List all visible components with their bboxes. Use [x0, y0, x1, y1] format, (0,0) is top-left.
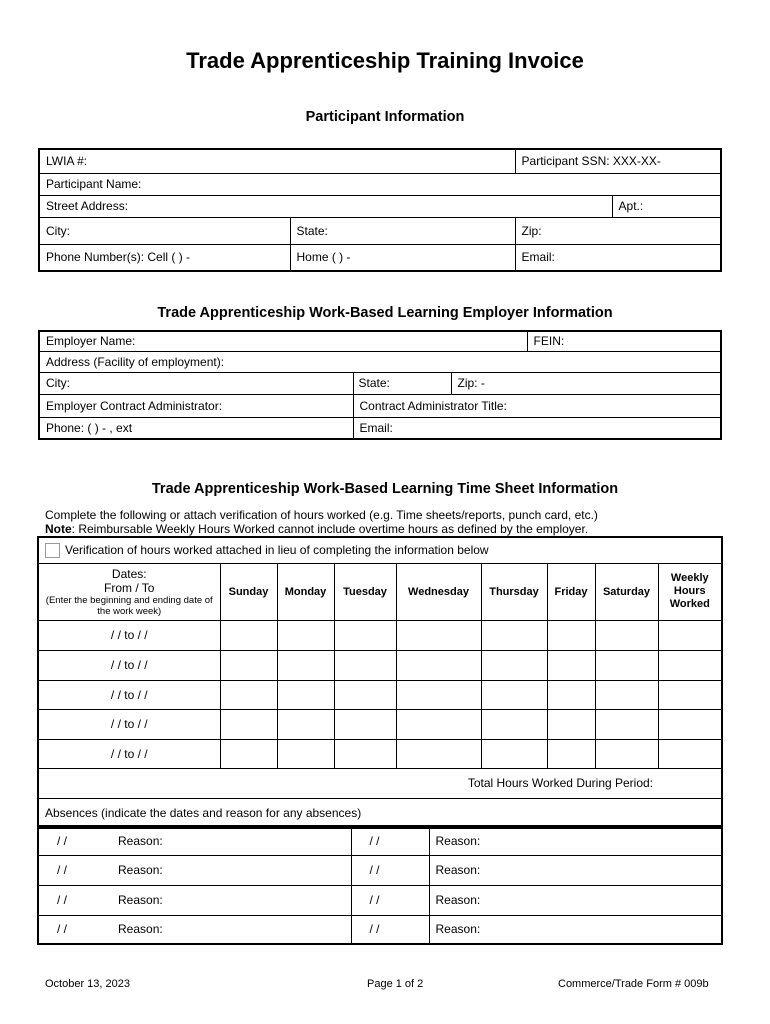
- footer-date: October 13, 2023: [45, 978, 131, 990]
- hours-cell[interactable]: [481, 709, 547, 739]
- hours-cell[interactable]: [595, 680, 658, 709]
- table-row: [38, 650, 722, 680]
- hours-cell[interactable]: [595, 620, 658, 650]
- hours-cell[interactable]: [547, 739, 595, 768]
- street-address-field[interactable]: Street Address:: [39, 195, 612, 217]
- absence-row: [38, 885, 722, 915]
- employer-state-field[interactable]: State:: [354, 373, 452, 394]
- absence-reason[interactable]: Reason:: [112, 826, 351, 855]
- absence-date[interactable]: / /: [38, 826, 112, 855]
- hours-cell[interactable]: [396, 620, 481, 650]
- timesheet-note: [45, 522, 588, 536]
- weekly-hours-cell[interactable]: [658, 709, 722, 739]
- absence-date[interactable]: / /: [351, 915, 429, 944]
- header-monday: Monday: [277, 563, 334, 620]
- lwia-field[interactable]: LWIA #:: [39, 149, 515, 173]
- date-range-cell[interactable]: / / to / /: [38, 709, 220, 739]
- employer-phone-field[interactable]: Phone: ( ) - , ext: [39, 417, 353, 439]
- zip-field[interactable]: Zip:: [515, 217, 721, 244]
- absence-reason[interactable]: Reason:: [112, 885, 351, 915]
- hours-cell[interactable]: [277, 680, 334, 709]
- hours-cell[interactable]: [220, 680, 277, 709]
- employer-state-zip-cell: [353, 372, 721, 394]
- employer-email-field[interactable]: Email:: [353, 417, 721, 439]
- hours-cell[interactable]: [220, 620, 277, 650]
- dates-hint: (Enter the beginning and ending date of the work week): [45, 594, 213, 617]
- page-title: Trade Apprenticeship Training Invoice: [186, 48, 584, 73]
- home-phone-field[interactable]: Home ( ) -: [290, 244, 515, 271]
- contract-admin-title-field[interactable]: Contract Administrator Title:: [353, 394, 721, 417]
- weekly-hours-cell[interactable]: [658, 650, 722, 680]
- absence-date[interactable]: / /: [351, 885, 429, 915]
- hours-cell[interactable]: [547, 650, 595, 680]
- absence-reason[interactable]: Reason:: [112, 855, 351, 885]
- apt-field[interactable]: Apt.:: [612, 195, 721, 217]
- header-saturday: Saturday: [595, 563, 658, 620]
- total-hours-field[interactable]: Total Hours Worked During Period:: [38, 768, 722, 798]
- header-weekly-hours: Weekly Hours Worked: [658, 563, 722, 620]
- absences-heading: Absences (indicate the dates and reason for any absences): [38, 798, 722, 828]
- employer-city-field[interactable]: City:: [39, 372, 353, 394]
- note-text: : Reimbursable Weekly Hours Worked cannot include overtime hours as defined by the employer.: [71, 522, 589, 536]
- employer-address-field[interactable]: Address (Facility of employment):: [39, 351, 721, 372]
- hours-cell[interactable]: [547, 620, 595, 650]
- date-range-cell[interactable]: / / to / /: [38, 620, 220, 650]
- cell-phone-field[interactable]: Phone Number(s): Cell ( ) -: [39, 244, 290, 271]
- employer-table: [38, 330, 722, 440]
- hours-cell[interactable]: [277, 709, 334, 739]
- absence-date[interactable]: / /: [38, 915, 112, 944]
- hours-cell[interactable]: [220, 739, 277, 768]
- weekly-hours-cell[interactable]: [658, 680, 722, 709]
- hours-cell[interactable]: [334, 739, 396, 768]
- hours-cell[interactable]: [334, 650, 396, 680]
- note-label: Note: [45, 522, 72, 536]
- verification-label: Verification of hours worked attached in lieu of completing the information below: [65, 542, 489, 557]
- absence-reason[interactable]: Reason:: [429, 826, 722, 855]
- hours-cell[interactable]: [277, 739, 334, 768]
- header-tuesday: Tuesday: [334, 563, 396, 620]
- contract-admin-field[interactable]: Employer Contract Administrator:: [39, 394, 353, 417]
- participant-table: [38, 148, 722, 272]
- absence-date[interactable]: / /: [351, 855, 429, 885]
- absence-date[interactable]: / /: [38, 885, 112, 915]
- employer-zip-field[interactable]: Zip: -: [457, 375, 485, 390]
- hours-cell[interactable]: [396, 680, 481, 709]
- absence-date[interactable]: / /: [351, 826, 429, 855]
- dates-label: Dates:: [111, 566, 147, 581]
- hours-cell[interactable]: [547, 680, 595, 709]
- weekly-hours-cell[interactable]: [658, 620, 722, 650]
- employer-heading: Trade Apprenticeship Work-Based Learning Employer Information: [157, 305, 613, 321]
- timesheet-table: [37, 536, 723, 829]
- participant-heading: Participant Information: [305, 109, 465, 125]
- absence-reason[interactable]: Reason:: [429, 915, 722, 944]
- date-range-cell[interactable]: / / to / /: [38, 739, 220, 768]
- hours-cell[interactable]: [220, 709, 277, 739]
- footer-page: Page 1 of 2: [367, 978, 424, 990]
- hours-cell[interactable]: [334, 709, 396, 739]
- email-field[interactable]: Email:: [515, 244, 721, 271]
- timesheet-instruction: Complete the following or attach verification of hours worked (e.g. Time sheets/reports, punch card, etc.): [45, 508, 598, 522]
- absence-reason[interactable]: Reason:: [429, 885, 722, 915]
- table-row: [38, 739, 722, 768]
- verification-row: [38, 537, 722, 563]
- timesheet-heading: Trade Apprenticeship Work-Based Learning Time Sheet Information: [151, 481, 619, 497]
- hours-cell[interactable]: [595, 650, 658, 680]
- participant-name-field[interactable]: Participant Name:: [39, 173, 721, 195]
- city-field[interactable]: City:: [39, 217, 290, 244]
- table-row: [38, 680, 722, 709]
- hours-cell[interactable]: [595, 709, 658, 739]
- hours-cell[interactable]: [481, 650, 547, 680]
- absence-row: [38, 855, 722, 885]
- date-range-cell[interactable]: / / to / /: [38, 650, 220, 680]
- absence-row: [38, 826, 722, 855]
- hours-cell[interactable]: [547, 709, 595, 739]
- absence-reason[interactable]: Reason:: [112, 915, 351, 944]
- hours-cell[interactable]: [220, 650, 277, 680]
- hours-cell[interactable]: [277, 650, 334, 680]
- absences-table: [37, 825, 723, 945]
- footer-form-number: Commerce/Trade Form # 009b: [558, 978, 709, 990]
- verification-checkbox[interactable]: [45, 543, 60, 558]
- hours-cell[interactable]: [396, 709, 481, 739]
- table-row: [38, 620, 722, 650]
- hours-cell[interactable]: [334, 680, 396, 709]
- absence-date[interactable]: / /: [38, 855, 112, 885]
- date-range-cell[interactable]: / / to / /: [38, 680, 220, 709]
- header-sunday: Sunday: [220, 563, 277, 620]
- weekly-hours-cell[interactable]: [658, 739, 722, 768]
- header-friday: Friday: [547, 563, 595, 620]
- hours-cell[interactable]: [481, 739, 547, 768]
- hours-cell[interactable]: [481, 680, 547, 709]
- hours-cell[interactable]: [277, 620, 334, 650]
- from-to-label: From / To: [104, 580, 155, 595]
- header-thursday: Thursday: [481, 563, 547, 620]
- fein-field[interactable]: FEIN:: [527, 331, 721, 351]
- absence-row: [38, 915, 722, 944]
- header-wednesday: Wednesday: [396, 563, 481, 620]
- table-row: [38, 709, 722, 739]
- hours-cell[interactable]: [481, 620, 547, 650]
- hours-cell[interactable]: [334, 620, 396, 650]
- hours-cell[interactable]: [595, 739, 658, 768]
- ssn-field[interactable]: Participant SSN: XXX-XX-: [515, 149, 721, 173]
- hours-cell[interactable]: [396, 739, 481, 768]
- hours-cell[interactable]: [396, 650, 481, 680]
- state-field[interactable]: State:: [290, 217, 515, 244]
- employer-name-field[interactable]: Employer Name:: [39, 331, 527, 351]
- absence-reason[interactable]: Reason:: [429, 855, 722, 885]
- dates-header: [38, 563, 220, 620]
